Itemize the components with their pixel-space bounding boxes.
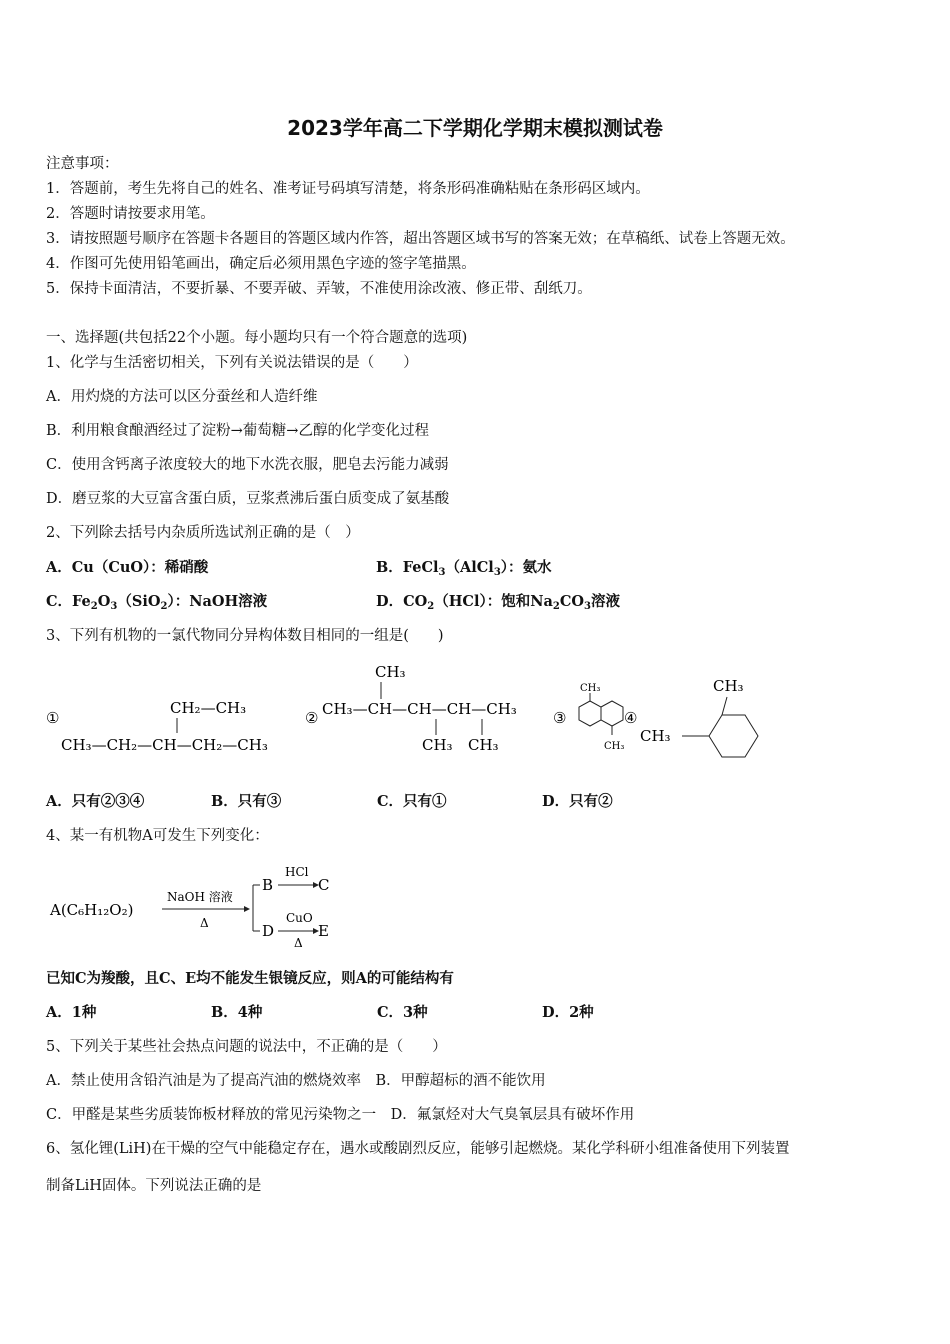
q3-stem: 3、下列有机物的一氯代物同分异构体数目相同的一组是( ) <box>46 628 444 644</box>
structure-2-methyl-3: CH₃ <box>468 736 499 754</box>
q4-option-c: C．3种 <box>377 1004 428 1021</box>
scheme-product-e: E <box>318 922 329 940</box>
structure-1-chain: CH₃—CH₂—CH—CH₂—CH₃ <box>61 736 268 754</box>
scheme-reactant-a: A(C₆H₁₂O₂) <box>50 901 134 919</box>
scheme-product-c: C <box>318 876 330 894</box>
scheme-arrow-1-head <box>244 906 250 912</box>
q6-stem-line-2: 制备LiH固体。下列说法正确的是 <box>46 1178 262 1194</box>
structure-4-methyl-1: CH₃ <box>713 677 744 695</box>
q3-option-a: A．只有②③④ <box>46 793 145 810</box>
q3-structures <box>0 655 950 770</box>
q1-option-d: D．磨豆浆的大豆富含蛋白质，豆浆煮沸后蛋白质变成了氨基酸 <box>46 491 450 507</box>
scheme-reagent-cuo: CuO <box>286 911 313 925</box>
structure-4-methyl-2: CH₃ <box>640 727 671 745</box>
q3-option-b: B．只有③ <box>211 793 282 810</box>
notice-item-5: 5．保持卡面清洁，不要折暴、不要弄破、弄皱，不准使用涂改液、修正带、刮纸刀。 <box>46 281 592 297</box>
structure-2-chain: CH₃—CH—CH—CH—CH₃ <box>322 700 517 718</box>
q3-option-d: D．只有② <box>542 793 613 810</box>
q2-option-b: B．FeCl$_3$（AlCl$_3$）：氨水 <box>376 559 552 578</box>
q6-stem-line-1: 6、氢化锂(LiH)在干燥的空气中能稳定存在，遇水或酸剧烈反应，能够引起燃烧。某化学科研小组准备使用下列装置 <box>46 1141 790 1157</box>
page-title: 2023学年高二下学期化学期末模拟测试卷 <box>287 116 663 140</box>
q3-option-c: C．只有① <box>377 793 447 810</box>
structure-3-naphthalene <box>579 693 623 735</box>
q2-option-a: A．Cu（CuO）：稀硝酸 <box>46 559 209 576</box>
q4-option-d: D．2种 <box>542 1004 594 1021</box>
q5-stem: 5、下列关于某些社会热点问题的说法中，不正确的是（ ） <box>46 1039 447 1055</box>
notice-item-3: 3．请按照题号顺序在答题卡各题目的答题区域内作答，超出答题区域书写的答案无效；在草稿纸、试卷上答题无效。 <box>46 231 795 247</box>
notice-item-1: 1．答题前，考生先将自己的姓名、准考证号码填写清楚，将条形码准确粘贴在条形码区域内。 <box>46 181 650 197</box>
scheme-delta-2: Δ <box>294 936 303 950</box>
q4-known: 已知C为羧酸，且C、E均不能发生银镜反应，则A的可能结构有 <box>46 970 454 987</box>
structure-3-methyl-1: CH₃ <box>580 683 601 694</box>
q2-stem: 2、下列除去括号内杂质所选试剂正确的是（ ） <box>46 525 360 541</box>
scheme-reagent-naoh: NaOH 溶液 <box>167 890 233 904</box>
q2-option-d: D．$CO_2(HCl)$：饱和$Na_2CO_3$溶液 <box>376 593 620 612</box>
q4-stem: 4、某一有机物A可发生下列变化： <box>46 828 269 844</box>
q2-option-c: C．$Fe_2O_3(SiO_2)$：NaOH溶液 <box>46 593 268 612</box>
scheme-product-b: B <box>262 876 274 894</box>
structure-1-label: ① <box>46 709 60 727</box>
q5-options-cd: C．甲醛是某些劣质装饰板材释放的常见污染物之一 D．氟氯烃对大气臭氧层具有破坏作用 <box>46 1107 635 1123</box>
q1-stem: 1、化学与生活密切相关，下列有关说法错误的是（ ） <box>46 355 418 371</box>
q4-option-b: B．4种 <box>211 1004 263 1021</box>
structure-2-top-methyl: CH₃ <box>375 663 406 681</box>
q1-option-a: A．用灼烧的方法可以区分蚕丝和人造纤维 <box>46 389 318 405</box>
q5-options-ab: A．禁止使用含铅汽油是为了提高汽油的燃烧效率 B．甲醇超标的酒不能饮用 <box>46 1073 546 1089</box>
scheme-reagent-hcl: HCl <box>285 865 309 879</box>
q1-option-b: B．利用粮食酿酒经过了淀粉→葡萄糖→乙醇的化学变化过程 <box>46 423 429 439</box>
q4-option-a: A．1种 <box>46 1004 97 1021</box>
section-heading: 一、选择题(共包括22个小题。每小题均只有一个符合题意的选项) <box>46 330 468 346</box>
structure-3-methyl-2: CH₃ <box>604 741 625 752</box>
q1-option-c: C．使用含钙离子浓度较大的地下水洗衣服，肥皂去污能力减弱 <box>46 457 449 473</box>
structure-2-methyl-2: CH₃ <box>422 736 453 754</box>
notice-item-2: 2．答题时请按要求用笔。 <box>46 206 215 222</box>
scheme-delta-1: Δ <box>200 916 209 930</box>
structure-2-label: ② <box>305 709 319 727</box>
structure-4-label: ④ <box>624 709 638 727</box>
structure-1-ethyl: CH₂—CH₃ <box>170 699 247 717</box>
structure-3-label: ③ <box>553 709 567 727</box>
scheme-product-d: D <box>262 922 275 940</box>
notice-item-4: 4．作图可先使用铅笔画出，确定后必须用黑色字迹的签字笔描黑。 <box>46 256 476 272</box>
q4-reaction-scheme <box>0 855 950 955</box>
notice-heading: 注意事项： <box>46 156 119 172</box>
structure-4-cyclohexane <box>682 697 758 757</box>
